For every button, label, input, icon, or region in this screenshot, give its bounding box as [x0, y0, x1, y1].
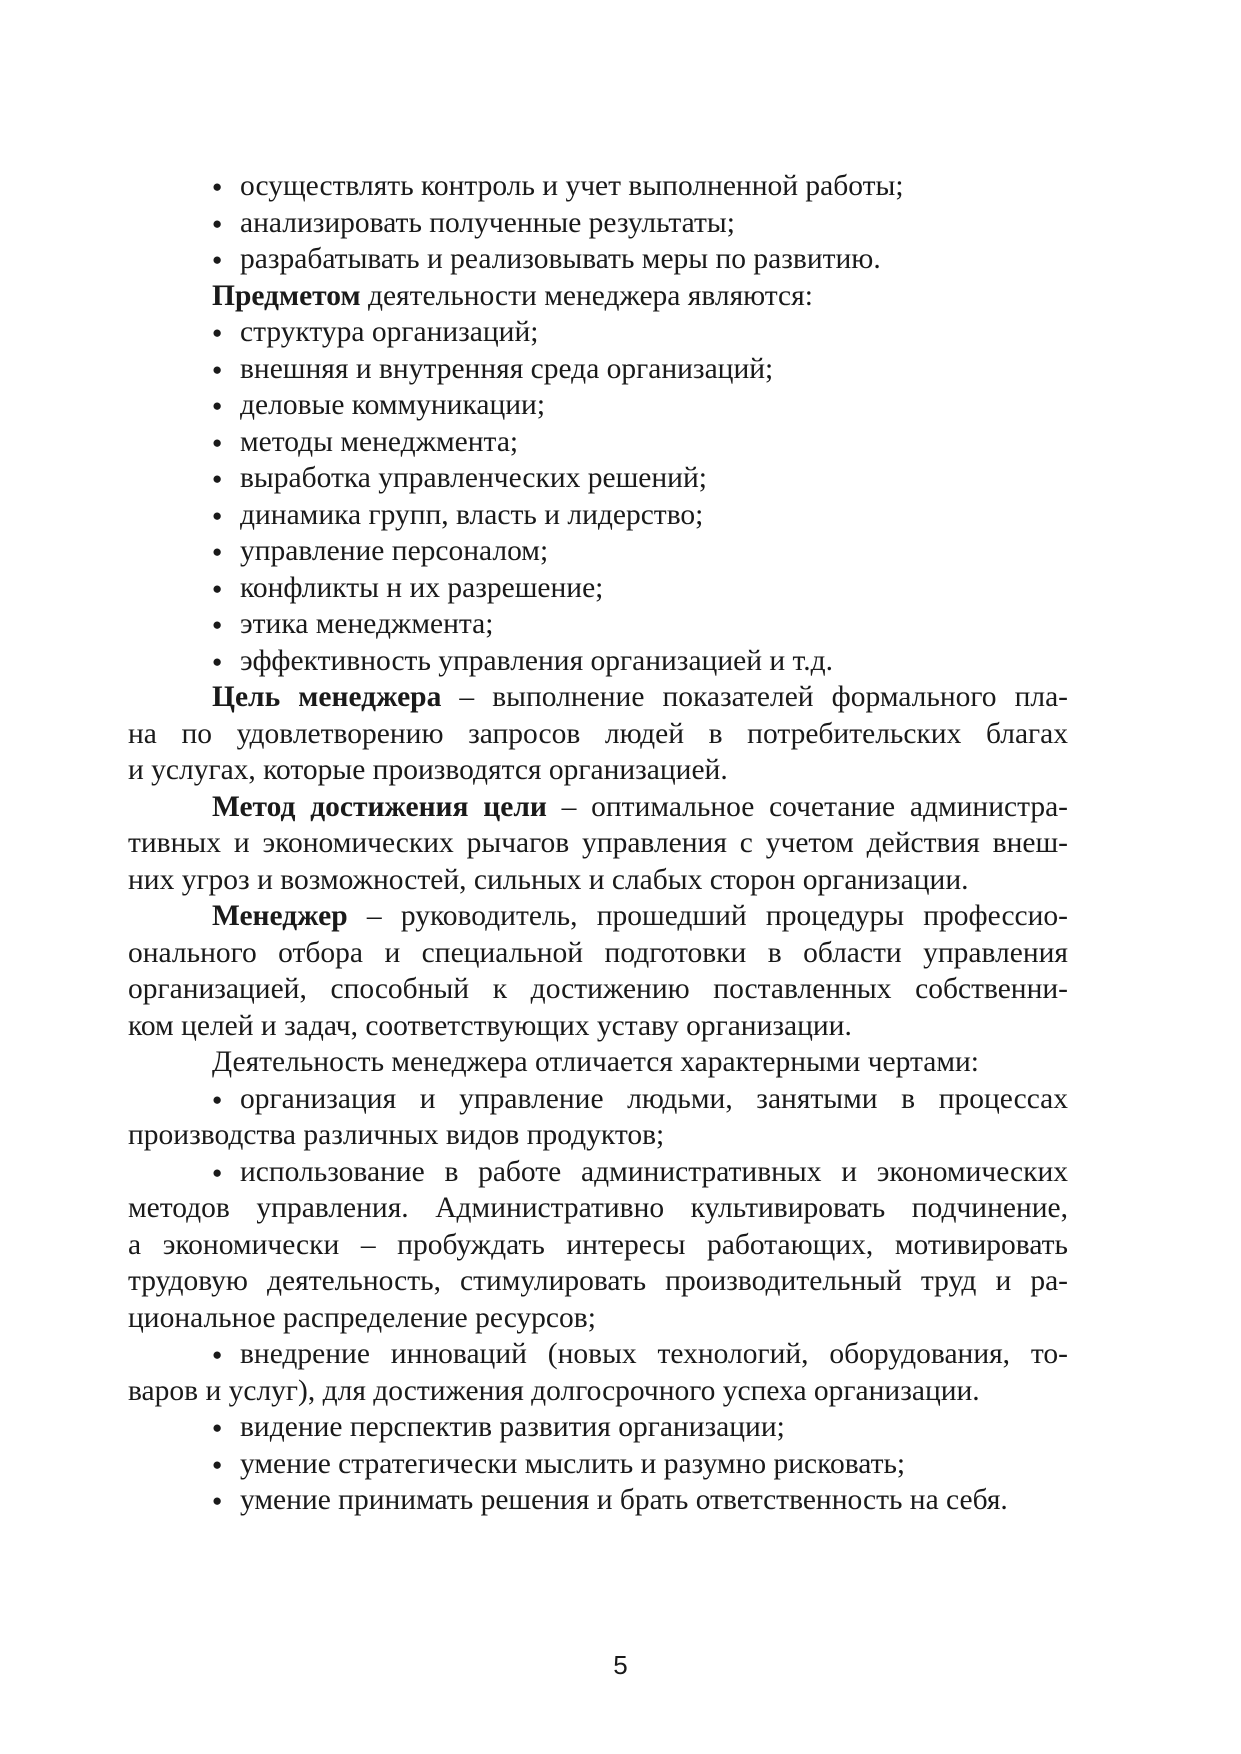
method-paragraph-line: Метод достижения цели – оптимальное сочетание администра-: [212, 790, 1068, 823]
list-item: ●внешняя и внутренняя среда организаций;: [128, 351, 1068, 388]
goal-paragraph-line: Цель менеджера – выполнение показателей формального пла-: [212, 681, 1068, 713]
list-item: ●управление персоналом;: [128, 533, 1068, 570]
goal-paragraph-line: на по удовлетворению запросов людей в потребительских благах: [128, 717, 1068, 750]
list-item: ●конфликты н их разрешение;: [128, 570, 1068, 607]
document-page: [128, 168, 1068, 1519]
manager-paragraph-line: организацией, способный к достижению поставленных собственни-: [128, 973, 1068, 1005]
bullet-icon: [212, 241, 240, 282]
list-item: ●деловые коммуникации;: [128, 387, 1068, 424]
list-item: ●осуществлять контроль и учет выполненной работы;: [128, 168, 1068, 205]
bullet-icon: [212, 314, 240, 355]
manager-paragraph-line: онального отбора и специальной подготовки в области управления: [128, 936, 1068, 969]
list-item: ●этика менеджмента;: [128, 606, 1068, 643]
bullet-icon: [212, 570, 240, 611]
list-item: ●умение стратегически мыслить и разумно рисковать;: [128, 1446, 1068, 1483]
bullet-icon: [212, 387, 240, 428]
method-paragraph-line: тивных и экономических рычагов управления с учетом действия внеш-: [128, 827, 1068, 859]
feature-paragraph-line: методов управления. Административно культивировать подчинение,: [128, 1192, 1068, 1224]
list-item: ●видение перспектив развития организации;: [128, 1409, 1068, 1446]
feature-paragraph-line: ●использование в работе административных и экономических: [128, 1154, 1068, 1191]
bullet-icon: [212, 1336, 240, 1373]
page-number: 5: [613, 1650, 628, 1680]
method-paragraph-line: них угроз и возможностей, сильных и слабых сторон организации.: [128, 863, 969, 896]
goal-paragraph-line: и услугах, которые производятся организацией.: [128, 754, 728, 786]
feature-paragraph-line: трудовую деятельность, стимулировать производительный труд и ра-: [128, 1265, 1068, 1297]
bullet-icon: [212, 205, 240, 246]
goal-term: Цель менеджера: [212, 681, 442, 713]
bullet-icon: [212, 643, 240, 684]
list-item: ●структура организаций;: [128, 314, 1068, 351]
bullet-icon: [212, 1409, 240, 1450]
feature-paragraph-line: ●внедрение инноваций (новых технологий, оборудования, то-: [128, 1336, 1068, 1373]
bullet-icon: [212, 1081, 240, 1118]
list-item: ●выработка управленческих решений;: [128, 460, 1068, 497]
bullet-icon: [212, 351, 240, 392]
bullet-icon: [212, 460, 240, 501]
bullet-icon: [212, 1482, 240, 1523]
list-item: ●анализировать полученные результаты;: [128, 205, 1068, 242]
bullet-icon: [212, 497, 240, 538]
bullet-icon: [212, 424, 240, 465]
list-item: ●разрабатывать и реализовывать меры по развитию.: [128, 241, 1068, 278]
feature-paragraph-line: циональное распределение ресурсов;: [128, 1301, 596, 1334]
list-item: ●умение принимать решения и брать ответственность на себя.: [128, 1482, 1068, 1519]
feature-paragraph-line: варов и услуг), для достижения долгосрочного успеха организации.: [128, 1374, 980, 1407]
manager-paragraph-line: Менеджер – руководитель, прошедший процедуры профессио-: [212, 900, 1068, 932]
feature-paragraph-line: производства различных видов продуктов;: [128, 1119, 665, 1151]
feature-paragraph-line: а экономически – пробуждать интересы работающих, мотивировать: [128, 1228, 1068, 1261]
list-item: ●эффективность управления организацией и т.д.: [128, 643, 1068, 680]
bullet-icon: [212, 1446, 240, 1487]
feature-paragraph-line: ●организация и управление людьми, занятыми в процессах: [128, 1081, 1068, 1118]
list-item: ●методы менеджмента;: [128, 424, 1068, 461]
bullet-icon: [212, 168, 240, 209]
subject-heading: Предметом деятельности менеджера являются:: [212, 279, 813, 312]
features-intro: Деятельность менеджера отличается характерными чертами:: [212, 1046, 979, 1078]
manager-term: Менеджер: [212, 900, 348, 932]
manager-paragraph-line: ком целей и задач, соответствующих уставу организации.: [128, 1009, 852, 1042]
bullet-icon: [212, 606, 240, 647]
method-term: Метод достижения цели: [212, 790, 547, 823]
bullet-icon: [212, 1154, 240, 1191]
list-item: ●динамика групп, власть и лидерство;: [128, 497, 1068, 534]
bullet-icon: [212, 533, 240, 574]
subject-term: Предметом: [212, 279, 361, 312]
